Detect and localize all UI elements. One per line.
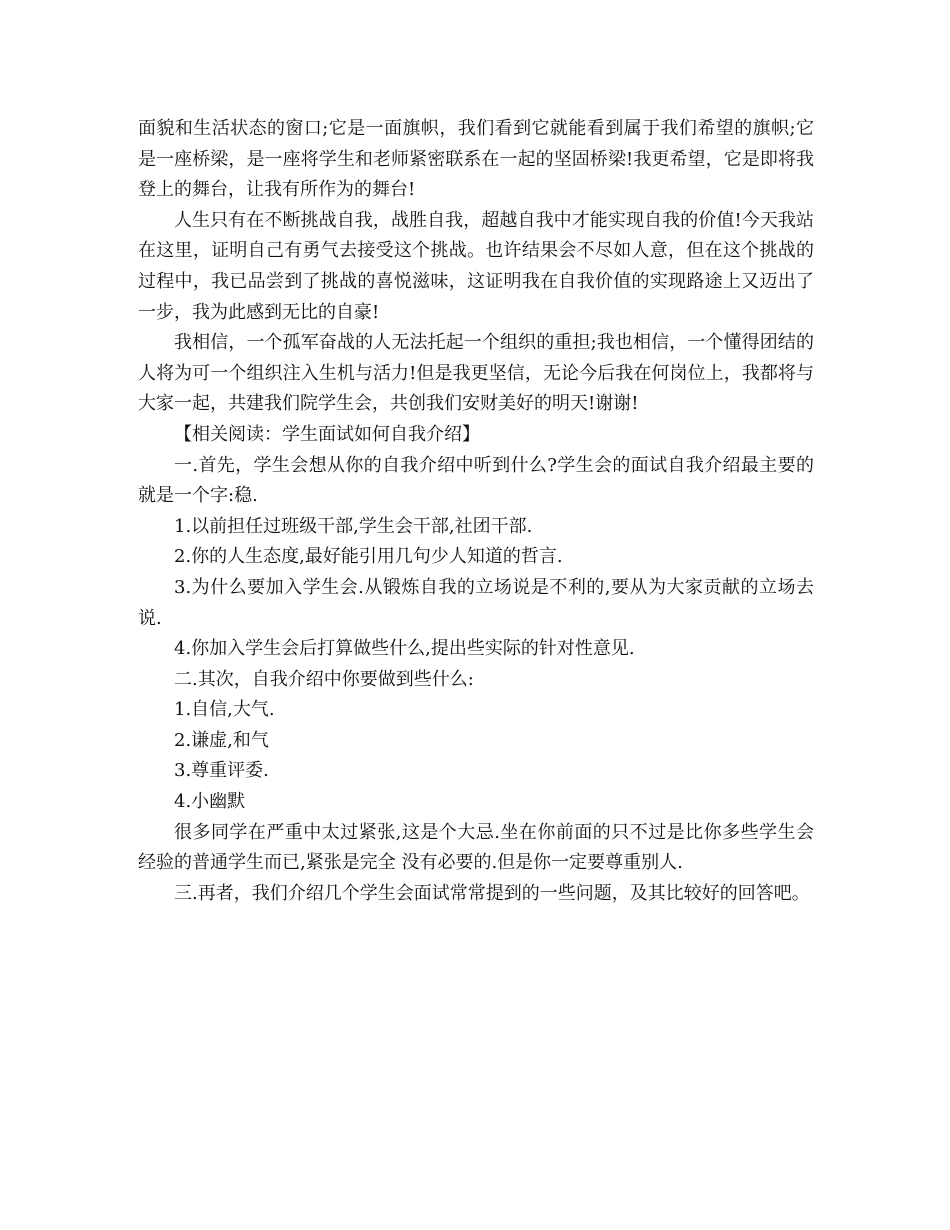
section-one-heading: 一.首先，学生会想从你的自我介绍中听到什么?学生会的面试自我介绍最主要的就是一个字:稳.	[138, 454, 814, 507]
paragraph-continuation: 面貌和生活状态的窗口;它是一面旗帜，我们看到它就能看到属于我们希望的旗帜;它是一座桥梁，是一座将学生和老师紧密联系在一起的坚固桥梁!我更希望，它是即将我登上的舞台，让我有所作为的舞台!	[138, 118, 814, 201]
list-item: 3.为什么要加入学生会.从锻炼自我的立场说是不利的,要从为大家贡献的立场去说.	[138, 576, 814, 629]
section-three-heading: 三.再者，我们介绍几个学生会面试常常提到的一些问题，及其比较好的回答吧。	[174, 882, 810, 904]
paragraph-nervousness: 很多同学在严重中太过紧张,这是个大忌.坐在你前面的只不过是比你多些学生会经验的普通学生而已,紧张是完全 没有必要的.但是你一定要尊重别人.	[138, 821, 814, 874]
paragraph-challenge: 人生只有在不断挑战自我，战胜自我，超越自我中才能实现自我的价值!今天我站在这里，证明自己有勇气去接受这个挑战。也许结果会不尽如人意，但在这个挑战的过程中，我已品尝到了挑战的喜悦滋味，这证明我在自我价值的实现路途上又迈出了一步，我为此感到无比的自豪!	[138, 209, 814, 323]
document-body	[138, 114, 814, 909]
list-item: 2.你的人生态度,最好能引用几句少人知道的哲言.	[174, 546, 563, 568]
list-item: 4.你加入学生会后打算做些什么,提出些实际的针对性意见.	[174, 638, 635, 660]
related-reading-heading: 【相关阅读：学生面试如何自我介绍】	[174, 423, 480, 445]
list-item: 3.尊重评委.	[174, 760, 269, 782]
list-item: 1.自信,大气.	[174, 699, 275, 721]
list-item: 4.小幽默	[174, 791, 246, 813]
section-two-heading: 二.其次，自我介绍中你要做到些什么:	[174, 668, 474, 690]
list-item: 1.以前担任过班级干部,学生会干部,社团干部.	[174, 515, 533, 537]
paragraph-belief: 我相信，一个孤军奋战的人无法托起一个组织的重担;我也相信，一个懂得团结的人将为可一个组织注入生机与活力!但是我更坚信，无论今后我在何岗位上，我都将与大家一起，共建我们院学生会，共创我们安财美好的明天!谢谢!	[138, 332, 814, 415]
list-item: 2.谦虚,和气	[174, 729, 269, 751]
